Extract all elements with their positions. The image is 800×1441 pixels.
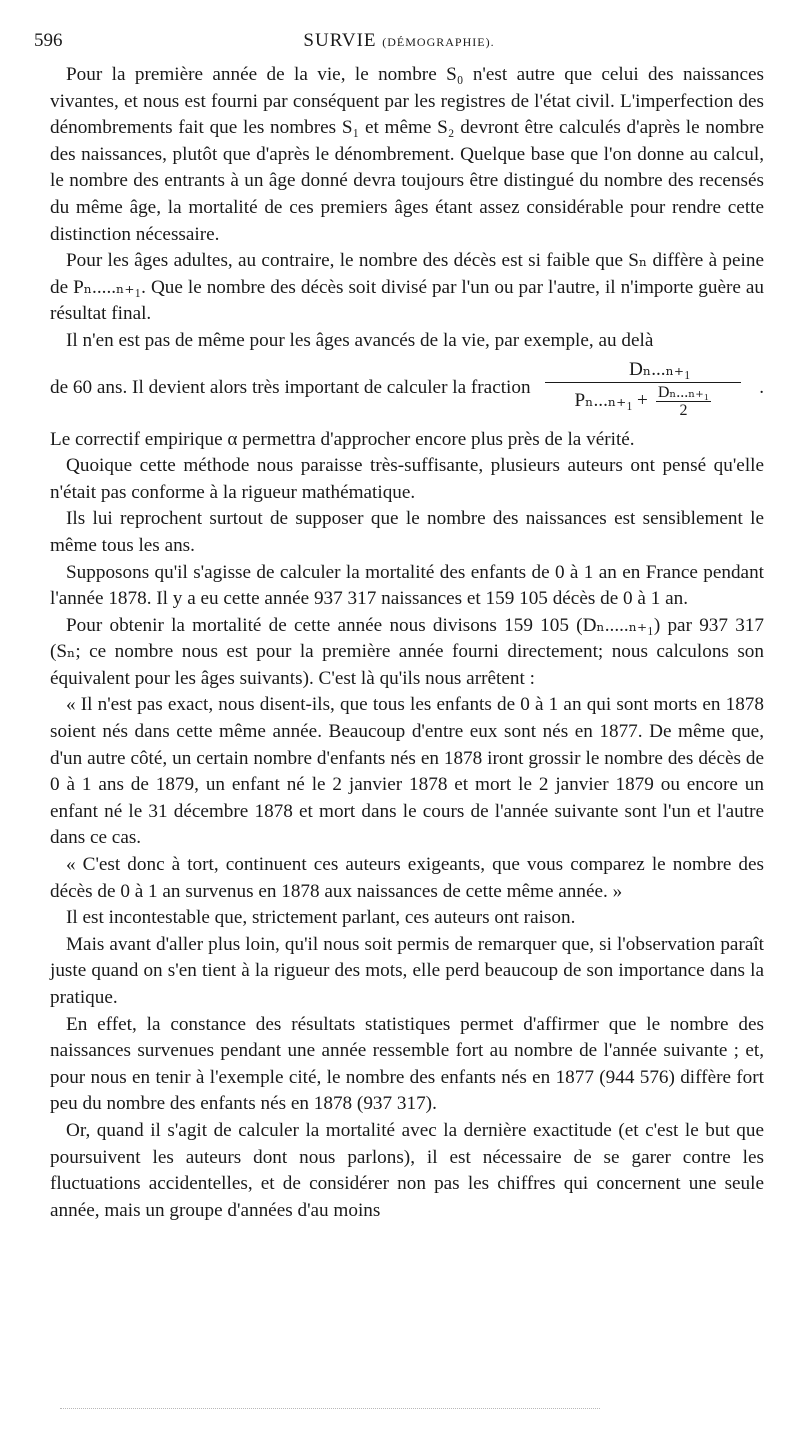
paragraph: Or, quand il s'agit de calculer la mortalité avec la dernière exactitude (et c'est le but que poursuivent les auteurs dont nous parlons), il est nécessaire de se garer contre les fluctuations accidentelles, et de considérer non pas les chiffres qui concernent une seule année, mais un groupe d'années d'au moins [50,1119,764,1221]
inner-numerator: Dₙ...ₙ₊₁ [657,383,710,401]
paragraph: Mais avant d'aller plus loin, qu'il nous soit permis de remarquer que, si l'observation paraît juste quand on s'en tient à la rigueur des mots, elle perd beaucoup de son importance dans la pratique. [50,933,764,1008]
body-text [50,62,764,1224]
bottom-rule [60,1408,600,1409]
running-head-subtitle: (DÉMOGRAPHIE). [382,35,495,49]
paragraph: Pour obtenir la mortalité de cette année nous divisons 159 105 (Dₙ.....ₙ₊₁) par 937 317 (Sₙ; ce nombre nous est pour la première année fourni directement; nous calculons son équivalent pour les âges suivants). C'est là qu'ils nous arrêtent : [50,614,764,689]
inner-denominator: 2 [679,401,688,419]
paragraph: Supposons qu'il s'agisse de calculer la mortalité des enfants de 0 à 1 an en France pendant l'année 1878. Il y a eu cette année 937 317 naissances et 159 105 décès de 0 à 1 an. [50,561,764,610]
running-head-title: SURVIE [303,30,377,51]
paragraph: Pour la première année de la vie, le nombre S₀ n'est autre que celui des naissances vivantes, et nous est fourni par conséquent par les registres de l'état civil. L'imperfection des dénombrements fait que les nombres S₁ et même S₂ devront être calculés d'après le nombre des naissances, plutôt que d'après le dénombrement. Quelque base que l'on donne au calcul, le nombre des entrants à un âge donné devra toujours être distingué du nombre des recensés du même âge, la mortalité de ces premiers âges étant assez considérable pour rendre cette distinction nécessaire. [50,64,764,245]
paragraph: Il n'en est pas de même pour les âges avancés de la vie, par exemple, au delà [66,329,654,351]
page-number: 596 [34,30,63,51]
running-head [34,30,764,52]
quote-paragraph: « C'est donc à tort, continuent ces auteurs exigeants, que vous comparez le nombre des décès de 0 à 1 an survenus en 1878 aux naissances de cette même année. » [50,854,764,902]
mortality-fraction [545,359,741,419]
half-deaths-fraction [656,384,711,419]
page-header [34,30,764,54]
denominator-population: Pₙ...ₙ₊₁ [574,390,633,412]
paragraph: Le correctif empirique α permettra d'approcher encore plus près de la vérité. [50,428,635,450]
paragraph: Quoique cette méthode nous paraisse très-suffisante, plusieurs auteurs ont pensé qu'elle n'était pas conforme à la rigueur mathématique. [50,455,764,503]
formula-line [50,359,764,419]
plus-sign: + [637,390,648,412]
paragraph: En effet, la constance des résultats statistiques permet d'affirmer que le nombre des naissances survenues pendant une année ressemble fort au nombre de l'année suivante ; et, pour nous en tenir à l'exemple cité, le nombre des enfants nés en 1877 (944 576) diffère fort peu du nombre des enfants nés en 1878 (937 317). [50,1013,764,1115]
paragraph: Il est incontestable que, strictement parlant, ces auteurs ont raison. [66,907,576,929]
formula-end: . [759,377,764,399]
paragraph: Pour les âges adultes, au contraire, le nombre des décès est si faible que Sₙ diffère à peine de Pₙ.....ₙ₊₁. Que le nombre des décès soit divisé par l'un ou par l'autre, il n'importe guère au résultat final. [50,250,764,325]
fraction-denominator [575,383,712,419]
fraction-numerator: Dₙ...ₙ₊₁ [545,359,741,383]
paragraph: Ils lui reprochent surtout de supposer que le nombre des naissances est sensiblement le même tous les ans. [50,508,764,556]
quote-paragraph: « Il n'est pas exact, nous disent-ils, que tous les enfants de 0 à 1 an qui sont morts en 1878 soient nés dans cette même année. Beaucoup d'entre eux sont nés en 1877. De même que, d'un autre côté, un certain nombre d'enfants nés en 1878 iront grossir le nombre des décès de 0 à 1 ans de 1879, un enfant né le 2 janvier 1878 et mort le 2 janvier 1879 ou encore un enfant né le 31 décembre 1878 et mort dans le cours de l'année suivante sont l'un et l'autre dans ce cas. [50,694,764,849]
formula-lead-text: de 60 ans. Il devient alors très important de calculer la fraction [50,377,531,399]
